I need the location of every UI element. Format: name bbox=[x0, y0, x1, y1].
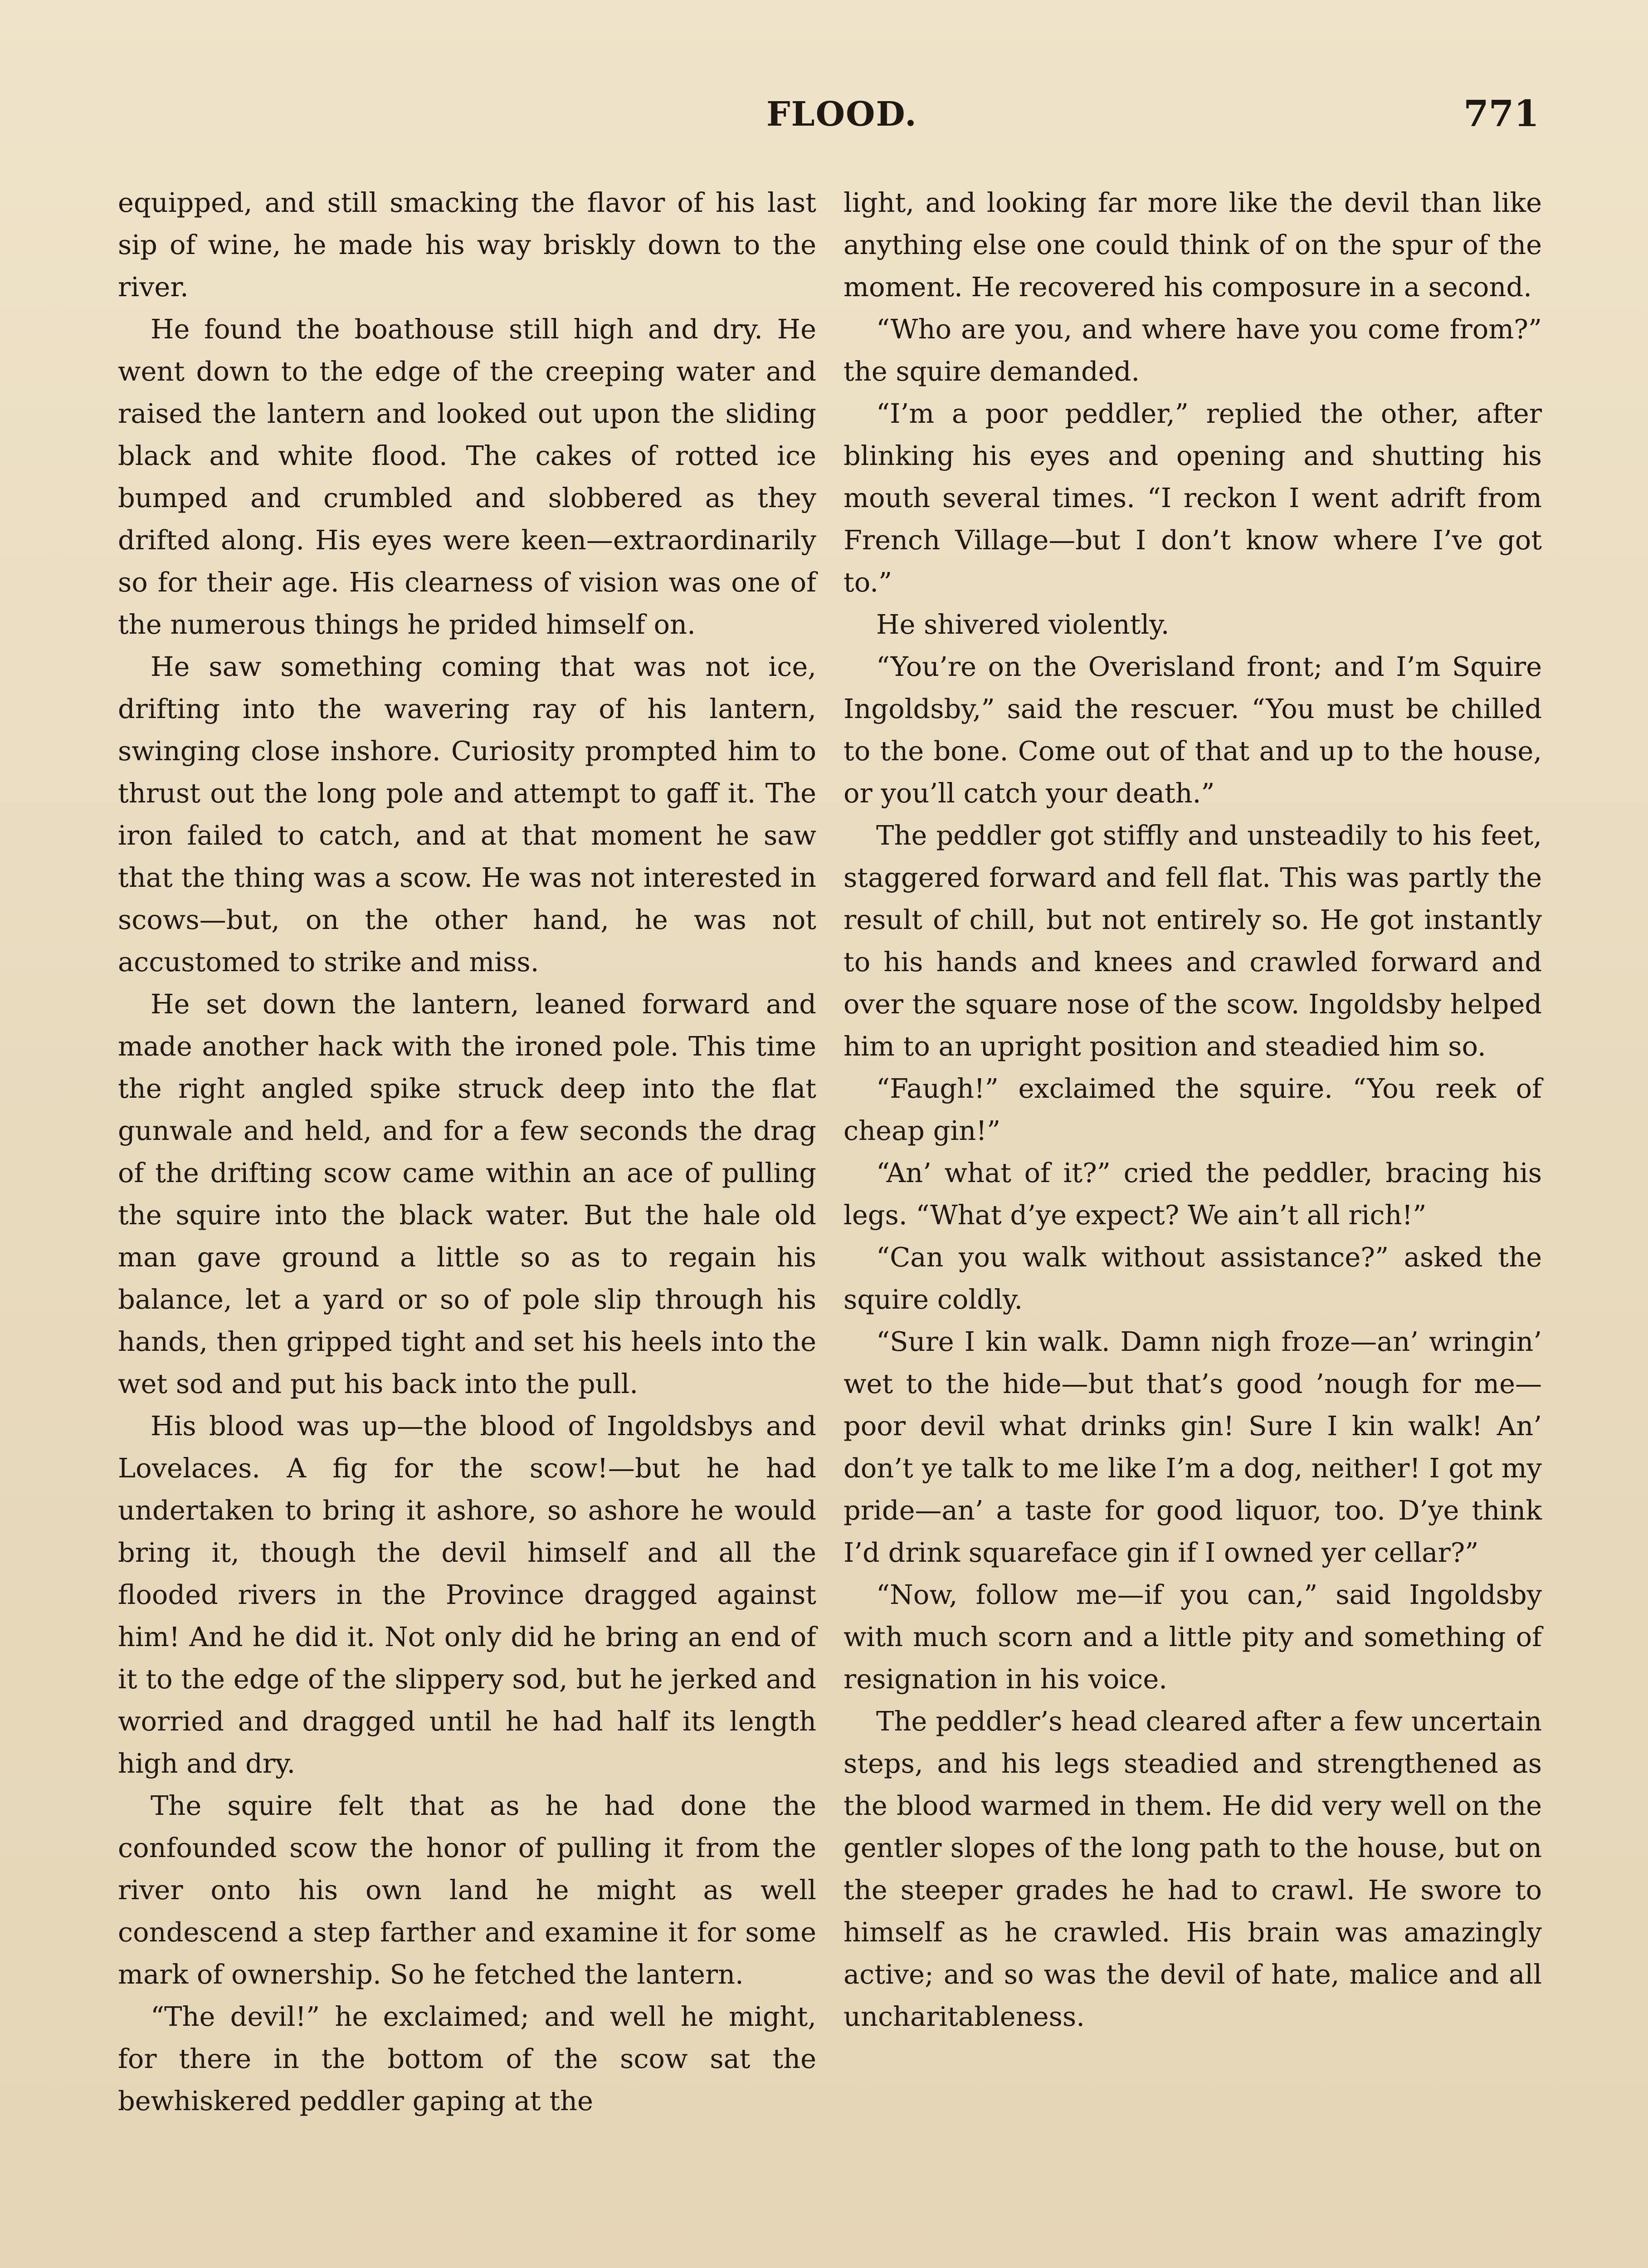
paragraph: He saw something coming that was not ice, drifting into the wavering ray of his lantern, swinging close inshore. Curiosity prompted him to thrust out the long pole and attempt to gaff it. The iron failed to catch, and at that moment he saw that the thing was a scow. He was not interested in scows—but, on the other hand, he was not accustomed to strike and miss. bbox=[118, 651, 816, 978]
paragraph: “Who are you, and where have you come from?” the squire demanded. bbox=[844, 313, 1542, 387]
paragraph: light, and looking far more like the devil than like anything else one could think of on the spur of the moment. He recovered his composure in a second. bbox=[844, 187, 1542, 303]
paragraph: He set down the lantern, leaned forward and made another hack with the ironed pole. This time the right angled spike struck deep into the flat gunwale and held, and for a few seconds the drag of the drifting scow came within an ace of pulling the squire into the black water. But the hale old man gave ground a little so as to regain his balance, let a yard or so of pole slip through his hands, then gripped tight and set his heels into the wet sod and put his back into the pull. bbox=[118, 988, 816, 1399]
page-number: 771 bbox=[1463, 92, 1539, 135]
paragraph: “Sure I kin walk. Damn nigh froze—an’ wringin’ wet to the hide—but that’s good ’nough for me—poor devil what drinks gin! Sure I kin walk! An’ don’t ye talk to me like I’m a dog, neither! I got my pride—an’ a taste for good liquor, too. D’ye think I’d drink squareface gin if I owned yer cellar?” bbox=[844, 1326, 1542, 1568]
left-column bbox=[118, 181, 816, 2122]
paragraph: “The devil!” he exclaimed; and well he might, for there in the bottom of the scow sat the bewhiskered peddler gaping at the bbox=[118, 2001, 816, 2116]
paragraph: He shivered violently. bbox=[876, 609, 1170, 640]
right-column bbox=[844, 181, 1542, 2038]
paragraph: The squire felt that as he had done the confounded scow the honor of pulling it from the river onto his own land he might as well condescend a step farther and examine it for some mark of ownership. So he fetched the lantern. bbox=[118, 1790, 816, 1990]
running-title: FLOOD. bbox=[766, 95, 917, 134]
paragraph: “I’m a poor peddler,” replied the other, after blinking his eyes and opening and shutting his mouth several times. “I reckon I went adrift from French Village—but I don’t know where I’ve got to.” bbox=[844, 398, 1542, 598]
paragraph: The peddler’s head cleared after a few uncertain steps, and his legs steadied and strengthened as the blood warmed in them. He did very well on the gentler slopes of the long path to the house, but on the steeper grades he had to crawl. He swore to himself as he crawled. His brain was amazingly active; and so was the devil of hate, malice and all uncharitableness. bbox=[844, 1706, 1542, 2032]
paragraph: The peddler got stiffly and unsteadily to his feet, staggered forward and fell flat. This was partly the result of chill, but not entirely so. He got instantly to his hands and knees and crawled forward and over the square nose of the scow. Ingoldsby helped him to an upright position and steadied him so. bbox=[844, 820, 1542, 1062]
paragraph: equipped, and still smacking the flavor of his last sip of wine, he made his way briskly down to the river. bbox=[118, 187, 816, 303]
paragraph: “Faugh!” exclaimed the squire. “You reek of cheap gin!” bbox=[844, 1073, 1542, 1146]
paragraph: He found the boathouse still high and dry. He went down to the edge of the creeping water and raised the lantern and looked out upon the sliding black and white flood. The cakes of rotted ice bumped and crumbled and slobbered as they drifted along. His eyes were keen—extraordinarily so for their age. His clearness of vision was one of the numerous things he prided himself on. bbox=[118, 313, 816, 640]
paragraph: His blood was up—the blood of Ingoldsbys and Lovelaces. A fig for the scow!—but he had undertaken to bring it ashore, so ashore he would bring it, though the devil himself and all the flooded rivers in the Province dragged against him! And he did it. Not only did he bring an end of it to the edge of the slippery sod, but he jerked and worried and dragged until he had half its length high and dry. bbox=[118, 1410, 816, 1779]
paragraph: “An’ what of it?” cried the peddler, bracing his legs. “What d’ye expect? We ain’t all rich!” bbox=[844, 1157, 1542, 1231]
paragraph: “Can you walk without assistance?” asked the squire coldly. bbox=[844, 1242, 1542, 1315]
paragraph: “You’re on the Overisland front; and I’m Squire Ingoldsby,” said the rescuer. “You must be chilled to the bone. Come out of that and up to the house, or you’ll catch your death.” bbox=[844, 651, 1542, 809]
paragraph: “Now, follow me—if you can,” said Ingoldsby with much scorn and a little pity and something of resignation in his voice. bbox=[844, 1579, 1542, 1695]
